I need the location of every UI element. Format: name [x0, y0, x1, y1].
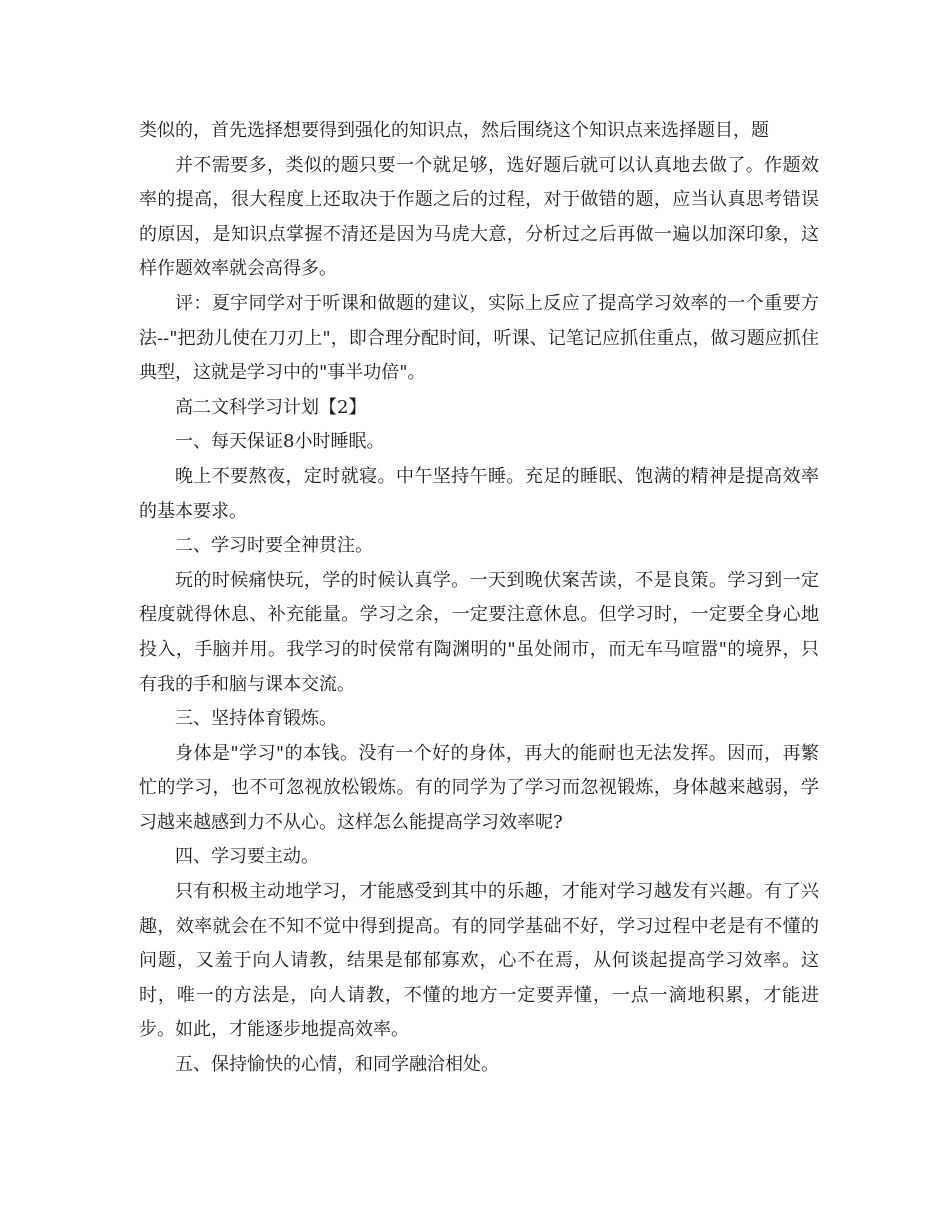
paragraph-commentary: 评：夏宇同学对于听课和做题的建议，实际上反应了提高学习效率的一个重要方法--"把劲儿使在刀刃上"，即合理分配时间，听课、记笔记应抓住重点，做习题应抓住典型，这就是学习中的"事半功倍"。	[139, 292, 819, 384]
item-heading-sleep: 一、每天保证8小时睡眠。	[175, 431, 385, 453]
paragraph-sleep: 晚上不要熬夜，定时就寝。中午坚持午睡。充足的睡眠、饱满的精神是提高效率的基本要求。	[139, 465, 819, 522]
item-heading-exercise: 三、坚持体育锻炼。	[175, 708, 337, 730]
paragraph-continuation: 类似的，首先选择想要得到强化的知识点，然后围绕这个知识点来选择题目，题	[139, 120, 769, 141]
paragraph-initiative: 只有积极主动地学习，才能感受到其中的乐趣，才能对学习越发有兴趣。有了兴趣，效率就会在不知不觉中得到提高。有的同学基础不好，学习过程中老是有不懂的问题，又羞于向人请教，结果是郁郁寡欢，心不在焉，从何谈起提高学习效率。这时，唯一的方法是，向人请教，不懂的地方一定要弄懂，一点一滴地积累，才能进步。如此，才能逐步地提高效率。	[139, 881, 819, 1041]
document-body	[139, 114, 819, 1083]
paragraph-focus: 玩的时候痛快玩，学的时候认真学。一天到晚伏案苦读，不是良策。学习到一定程度就得休息、补充能量。学习之余，一定要注意休息。但学习时，一定要全身心地投入，手脑并用。我学习的时侯常有陶渊明的"虽处闹市，而无车马喧嚣"的境界，只有我的手和脑与课本交流。	[139, 569, 819, 695]
paragraph-practice-tips: 并不需要多，类似的题只要一个就足够，选好题后就可以认真地去做了。作题效率的提高，很大程度上还取决于作题之后的过程，对于做错的题，应当认真思考错误的原因，是知识点掌握不清还是因为马虎大意，分析过之后再做一遍以加深印象，这样作题效率就会高得多。	[139, 154, 819, 280]
item-heading-focus: 二、学习时要全神贯注。	[175, 535, 373, 557]
section-title: 高二文科学习计划【2】	[175, 396, 367, 418]
item-heading-mood: 五、保持愉快的心情，和同学融洽相处。	[175, 1054, 499, 1076]
paragraph-exercise: 身体是"学习"的本钱。没有一个好的身体，再大的能耐也无法发挥。因而，再繁忙的学习，也不可忽视放松锻炼。有的同学为了学习而忽视锻炼，身体越来越弱，学习越来越感到力不从心。这样怎么能提高学习效率呢?	[139, 742, 819, 833]
item-heading-initiative: 四、学习要主动。	[175, 846, 319, 868]
